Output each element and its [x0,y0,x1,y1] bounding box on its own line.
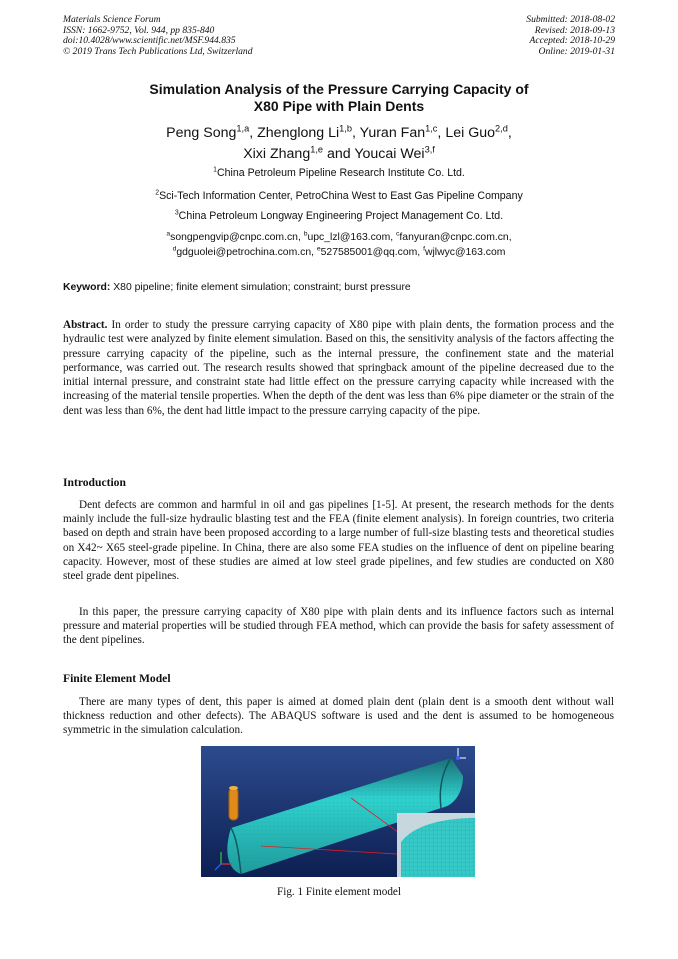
affiliation: $^1$China Petroleum Pipeline Research Institute Co. Ltd. [213,166,465,179]
author-name: Yuran Fan [359,125,426,141]
author-sup: 1,c [425,123,438,134]
author-name: Xixi Zhang [243,146,311,162]
author-name: Peng Song [166,125,237,141]
paragraph: Dent defects are common and harmful in oil and gas pipelines [1-5]. At present, the research methods for the dents mainly include the full-size hydraulic blasting test and the FEA (finite element analysis). In foreign countries, two criteria based on depth and strain have been proposed according to a large number of full-size blasting tests and theoretical studies on X42~ X65 steel-grade pipeline. In China, there are also some FEA studies on the influence of dent on pipeline bearing capacity. However, most of these studies are aimed at low steel grade pipelines, and few studies are conducted on X80 steel grade dent pipelines. [63,499,614,583]
author-list: Peng Song$^{1,a}$, Zhenglong Li$^{1,b}$, Yuran Fan$^{1,c}$, Lei Guo$^{2,d}$, Xixi Zhang$^{1,e}$ and Youcai Wei$^{3,f}$ [166,123,512,162]
paragraph: In this paper, the pressure carrying capacity of X80 pipe with plain dents and its influence factors such as internal pressure and material properties will be studied through FEA method, which can provide the basis for safety assessment of the dent pipelines. [63,606,614,647]
email-list: $^a$songpengvip@cnpc.com.cn, $^b$upc_lzl@163.com, $^c$fanyuran@cnpc.com.cn, $^d$gdguolei@petrochina.com.cn, $^e$527585001@qq.com, $^f$wjlwyc@163.com [166,230,512,258]
journal-issn: ISSN: 1662-9752, Vol. 944, pp 835-840 [63,24,215,36]
section-heading: Introduction [63,476,126,489]
email-address: fanyuran@cnpc.com.cn [399,232,509,243]
keywords [63,281,615,294]
author-sup: 3,f [424,144,435,155]
author-name: Zhenglong Li [257,125,340,141]
date-revised: Revised: 2018-09-13 [534,24,615,36]
author-sup: 1,e [310,144,324,155]
author-sup: 1,a [236,123,250,134]
journal-doi: doi:10.4028/www.scientific.net/MSF.944.835 [63,35,236,47]
abstract [63,318,614,418]
submission-dates [526,15,615,57]
email-address: wjlwyc@163.com [424,246,506,258]
date-accepted: Accepted: 2018-10-29 [529,35,615,47]
fem-render [201,746,475,877]
indenter [229,788,238,820]
author-name: Lei Guo [445,125,496,141]
affiliation: $^2$Sci-Tech Information Center, PetroChina West to East Gas Pipeline Company [155,189,523,202]
paragraph: There are many types of dent, this paper is aimed at domed plain dent (plain dent is a smooth dent without wall thickness reduction and other defects). The ABAQUS software is used and the dent is assumed to be homogeneous symmetric in the simulation calculation. [63,696,614,737]
author-sup: 1,b [339,123,352,134]
keywords-text: X80 pipeline; finite element simulation; constraint; burst pressure [113,282,411,293]
abstract-label: Abstract. [63,319,108,331]
date-submitted: Submitted: 2018-08-02 [526,14,615,25]
paper-title [60,81,618,115]
title-line-2: X80 Pipe with Plain Dents [253,98,425,114]
author-sup: 2,d [495,123,508,134]
keywords-label: Keyword: [63,282,111,293]
email-address: 527585001@qq.com [320,246,418,258]
author-name: Youcai Wei [354,146,425,162]
date-online: Online: 2019-01-31 [538,45,615,57]
journal-copyright: © 2019 Trans Tech Publications Ltd, Switzerland [63,45,253,57]
email-address: gdguolei@petrochina.com.cn [176,246,312,258]
figure-caption: Fig. 1 Finite element model [277,886,401,898]
email-address: upc_lzl@163.com [307,232,391,243]
email-address: songpengvip@cnpc.com.cn [170,232,298,243]
affiliation: $^3$China Petroleum Longway Engineering Project Management Co. Ltd. [174,209,504,222]
abstract-text: In order to study the pressure carrying capacity of X80 pipe with plain dents, the formation process and the hydraulic test were analyzed by finite element simulation. Based on this, the sensitivity analysis of the factors affecting the pressure carrying capacity of the pipeline, such as the internal pressure, the confinement state and the material performance, was carried out. The research results showed that springback amount of the pipeline decreased due to the initial internal pressure, and constraint state had little effect on the pressure carrying capacity while increased with the increasing of the material tensile properties. When the depth of the dent was less than 6% pipe diameter or the strain of the dent was less than 6%, the dent had little impact to the pressure carrying capacity of the pipe. [63,319,615,417]
title-line-1: Simulation Analysis of the Pressure Carrying Capacity of [149,81,529,97]
section-heading: Finite Element Model [63,672,171,685]
journal-name: Materials Science Forum [63,14,161,25]
finite-element-model-figure [201,746,475,877]
journal-info [63,15,253,57]
